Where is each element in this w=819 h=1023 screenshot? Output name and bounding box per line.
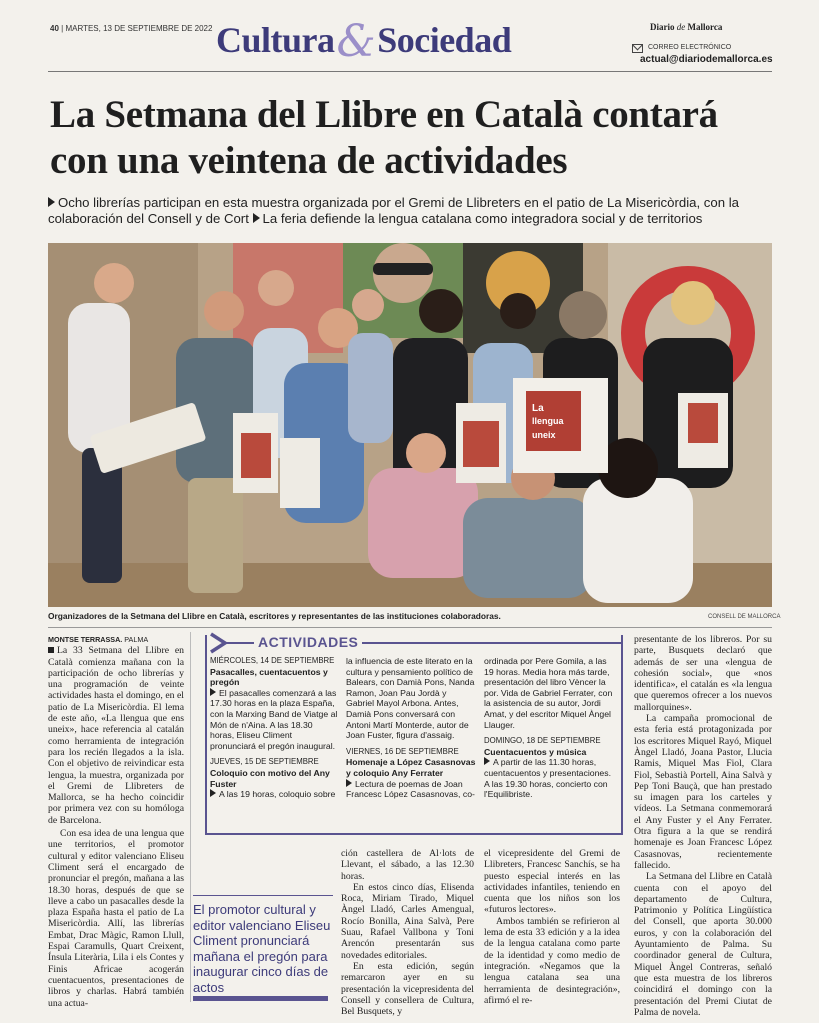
article-headline: La Setmana del Llibre en Català contará con una veintena de actividades: [50, 93, 718, 182]
article-column-3: el vicepresidente del Gremi de Llibreters, Francesc Sanchís, se ha puesto especial interés en las actividades infantiles, teniendo en cuenta que los niños son los «futuros lectores». Ambos también se refirieron al lema de esta 33 edición y a la idea de la lengua catalana como parte de la identidad y como medio de integración. «Negamos que la lengua catalana sea una herramienta de desintegración», afirmó el re-: [484, 848, 620, 1006]
triangle-bullet-icon: [346, 779, 352, 787]
byline: MONTSE TERRASSA. PALMA: [48, 635, 149, 644]
triangle-bullet-icon: [484, 757, 490, 765]
pullquote-bar: [193, 996, 328, 1001]
article-column-2: ción castellera de Al·lots de Llevant, el sábado, a las 12.30 horas. En estos cinco días, Elisenda Roca, Miriam Tirado, Miquel Àngel Lladó, Carles Amengual, Rocío Bonilla, Aina Salvà, Pere Suau, Rafael Vallbona y Toni Arencón presentarán sus novedades editoriales. En esta edición, según remarcaron ayer en su presentación la vicepresidenta del Consell y consellera de Cultura, Bel Busquets, y: [341, 848, 474, 1018]
pull-quote: El promotor cultural y editor valenciano Eliseu Climent pronunciará mañana el pregón para inaugurar cinco días de actos: [193, 902, 331, 995]
activities-column-1: MIÉRCOLES, 14 DE SEPTIEMBRE Pasacalles, cuentacuentos y pregón El pasacalles comenzará a las 17.30 horas en la plaza España, con la Marxing Band de Viatge al Món de n'Aina. A las 18.30 horas, Eliseu Climent pronunciará el pregón inaugural. JUEVES, 15 DE SEPTIEMBRE Coloquio con motivo del Any Fuster A las 19 horas, coloquio sobre: [210, 656, 338, 800]
triangle-bullet-icon: [253, 213, 260, 223]
activities-column-2: la influencia de este literato en la cultura y pensamiento político de Balears, con Damià Pons, Nanda Ramon, Joan Pau Jordà y Gabriel Mayol Arbona. Antes, Damià Pons conversará con Antoni Martí Monterde, autor de Joan Fuster, figura d'assaig. VIERNES, 16 DE SEPTIEMBRE Homenaje a López Casasnovas y coloquio Any Ferrater Lectura de poemas de Joan Francesc López Casasnovas, co-: [346, 656, 476, 800]
activities-title: ACTIVIDADES: [254, 634, 362, 650]
article-column-4: presentante de los libreros. Por su parte, Busquets declaró que además de ser una «lengua de cohesión social», que «nos identifica», el catalán es «la lengua que queremos ofrecer a los nuevos mallorquines». La campaña promocional de esta feria está protagonizada por los escritores Miquel Rayó, Miquel Àngel Lladó, Joana Pastor, Llucia Ramis, Miquel Mas Fiol, Clara Fiol, Sebastià Portell, Aina Salvà y Pep Toni Bauçà, que han prestado su imagen para los carteles y vídeos. La Setmana conmemorará el Any Fuster y el Any Ferrater. Otra figura a la que se rendirá homenaje es Joan Francesc López Casasnovas, recientemente fallecido. La Setmana del Llibre en Català cuenta con el apoyo del departamento de Cultura, Patrimonio y Política Lingüística del Consell, que aporta 30.000 euros, y con la colaboración del Ayuntamiento de Palma. Su coordinador general de Cultura, Miquel Àngel Contreras, señaló que esta muestra de los libreros coincidirá el domingo con la presentación del Premi Ciutat de Palma de novela.: [634, 634, 772, 1018]
newspaper-brand: Diario de Mallorca: [650, 22, 723, 32]
article-column-1: MONTSE TERRASSA. PALMA La 33 Setmana del Llibre en Català comienza mañana con la participación de ocho librerías y una programación de veinte actividades hasta el domingo, en el patio de La Misericòrdia. El lema de este año, «La llengua que ens uneix», hace referencia al catalán como herramienta de integración para los recién llegados a la isla. Con el objetivo de reivindicar esta lengua, la muestra, organizada por el Gremi de Llibreters de Mallorca, se ha hecho coincidir por primera vez con su homóloga de Barcelona. Con esa idea de una lengua que une territorios, el promotor cultural y editor valenciano Eliseu Climent será el encargado de pronunciar el pregón, mañana a las 18.30 horas, después de que se lleve a cabo un pasacalles desde la plaza España hasta el patio de La Misericòrdia. Allí, las librerías Embat, Drac Màgic, Ramon Llull, Espai Caramulls, Quart Creixent, Ínsula Literària, Lila i els Contes y Finis Africae acogerán cuentacuentos, presentaciones de libros y charlas. Habrá también una actua-: [48, 635, 184, 1009]
svg-text:uneix: uneix: [532, 430, 556, 440]
svg-text:llengua: llengua: [532, 416, 564, 426]
square-bullet-icon: [48, 647, 54, 653]
caption-divider: [48, 627, 772, 628]
column-rule: [190, 632, 191, 1002]
envelope-icon: [632, 44, 643, 53]
triangle-bullet-icon: [210, 789, 216, 797]
triangle-bullet-icon: [48, 197, 55, 207]
photo-credit: CONSELL DE MALLORCA: [708, 614, 781, 620]
section-title: Cultura&Sociedad: [216, 16, 512, 67]
pullquote-rule: [193, 895, 333, 896]
activities-column-3: ordinada por Pere Gomila, a las 19 horas. Media hora más tarde, presentación del libro Vèncer la por. Vida de Gabriel Ferrater, con la asistencia de su autor, Jordi Amat, y del escritor Miquel Àngel Llauger. DOMINGO, 18 DE SEPTIEMBRE Cuentacuentos y música A partir de las 11.30 horas, cuentacuentos y presentaciones. A las 19.30 horas, concierto con l'Equilibriste.: [484, 656, 613, 800]
email-label: CORREO ELECTRÓNICO: [648, 44, 732, 51]
group-photo: [48, 243, 772, 607]
page-date-line: 40 | MARTES, 13 DE SEPTIEMBRE DE 2022: [50, 24, 213, 33]
article-subhead: Ocho librerías participan en esta muestra organizada por el Gremi de Llibreters en el patio de La Misericòrdia, con la colaboración del Consell y de Cort La feria defiende la lengua catalana como integradora social y de territorios: [48, 195, 739, 226]
svg-text:La: La: [532, 403, 544, 414]
chevron-right-icon: [205, 631, 241, 655]
triangle-bullet-icon: [210, 688, 216, 696]
email-address[interactable]: actual@diariodemallorca.es: [640, 54, 773, 65]
photo-caption: Organizadores de la Setmana del Llibre en Català, escritores y representantes de las instituciones colaboradoras.: [48, 611, 501, 621]
header-divider: [48, 71, 772, 72]
